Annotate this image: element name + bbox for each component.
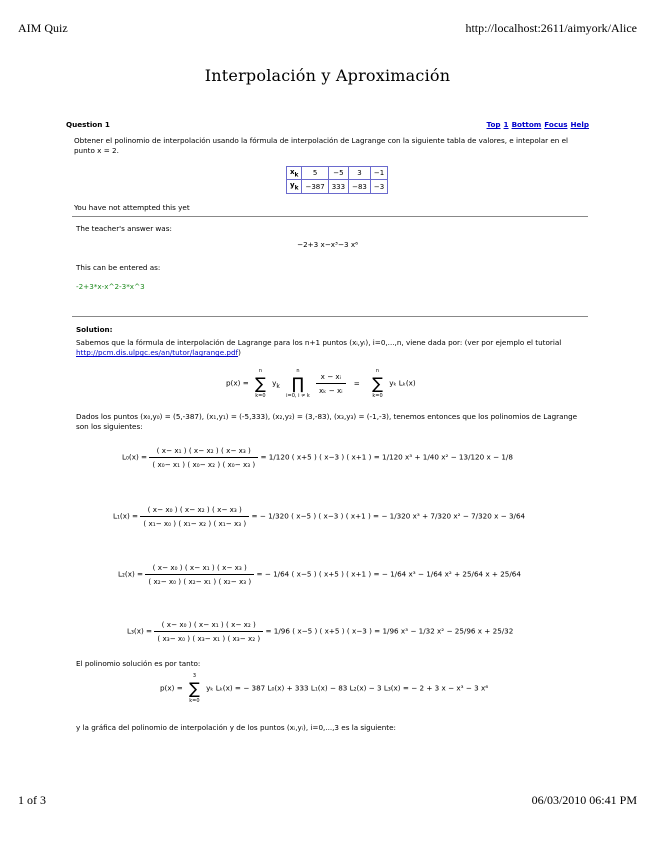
print-timestamp: 06/03/2010 06:41 PM: [531, 793, 637, 807]
attempt-status: You have not attempted this yet: [74, 203, 190, 212]
final-polynomial: p(x) = 3 ∑ k=0 yₖ Lₖ(x) = − 387 L₀(x) + 333 L₁(x) − 83 L₂(x) − 3 L₃(x) = − 2 + 3 x − x³ − 3 x⁶: [160, 673, 489, 704]
divider: [72, 316, 588, 317]
nav-bottom-link[interactable]: Bottom: [511, 120, 542, 129]
values-table: [286, 166, 388, 194]
lagrange-L1: L₁(x) = $\frac{\text{( x− x₀ ) ( x− x₂ ) ( x− x₃ )}}{\text{( x₁− x₀ ) ( x₁− x₂ ) ( x₁− x₃ )}}$ = − 1/320 ( x−5 ) ( x−3 ) ( x+1 ) = − 1/320 x³ + 7/320 x² − 7/320 x − 3/64: [113, 505, 526, 528]
table-cell: −1: [370, 167, 387, 180]
solution-paragraph-2: Dados los puntos (x₀,y₀) = (5,-387), (x₁,y₁) = (-5,333), (x₂,y₂) = (3,-83), (x₃,y₃) = (-1,-3), tenemos entonces que los polinomios de Lagrange son los siguientes:: [76, 412, 578, 431]
teacher-answer-formula: −2+3 x−x³−3 x⁶: [297, 240, 358, 249]
lagrange-L3: L₃(x) = $\frac{\text{( x− x₀ ) ( x− x₁ ) ( x− x₂ )}}{\text{( x₃− x₀ ) ( x₃− x₁ ) ( x₃− x₂ )}}$ = 1/96 ( x−5 ) ( x+5 ) ( x−3 ) = 1/96 x³ − 1/32 x² − 25/96 x + 25/32: [127, 620, 514, 643]
nav-focus-link[interactable]: Focus: [544, 120, 568, 129]
question-nav: [484, 120, 589, 130]
lagrange-L0: L₀(x) = $\frac{\text{( x− x₁ ) ( x− x₂ ) ( x− x₃ )}}{\text{( x₀− x₁ ) ( x₀− x₂ ) ( x₀− x₃ )}}$ = 1/120 ( x+5 ) ( x−3 ) ( x+1 ) = 1/120 x³ + 1/40 x² − 13/120 x − 1/8: [122, 446, 513, 469]
entered-intro: This can be entered as:: [76, 263, 161, 272]
table-cell: 333: [328, 180, 348, 193]
solution-paragraph-1: Sabemos que la fórmula de interpolación de Lagrange para los n+1 puntos (xᵢ,yᵢ), i=0,...,n, viene dada por: (ver por ejemplo el tutorial http://pcm.dis.ulpgc.es/an/tutor/lagrange.pdf): [76, 338, 562, 357]
print-header-url: http://localhost:2611/aimyork/Alice: [465, 21, 637, 35]
solution-label: Solution:: [76, 325, 113, 334]
table-header-y: $y_k$: [287, 180, 302, 193]
solution-paragraph-3: El polinomio solución es por tanto:: [76, 659, 201, 668]
lagrange-L2: L₂(x) = $\frac{\text{( x− x₀ ) ( x− x₁ ) ( x− x₃ )}}{\text{( x₂− x₀ ) ( x₂− x₁ ) ( x₂− x₃ )}}$ = − 1/64 ( x−5 ) ( x+5 ) ( x+1 ) = − 1/64 x³ − 1/64 x² + 25/64 x + 25/64: [118, 563, 521, 586]
table-cell: 5: [302, 167, 328, 180]
table-cell: 3: [349, 167, 371, 180]
table-cell: −3: [370, 180, 387, 193]
table-cell: −5: [328, 167, 348, 180]
table-cell: −83: [349, 180, 371, 193]
tutorial-link[interactable]: http://pcm.dis.ulpgc.es/an/tutor/lagrange.pdf: [76, 348, 239, 357]
page-title: Interpolación y Aproximación: [204, 66, 451, 85]
divider: [72, 216, 588, 217]
table-row-x: [287, 167, 388, 180]
answer-intro: The teacher's answer was:: [76, 224, 172, 233]
nav-1-link[interactable]: 1: [503, 120, 509, 129]
table-cell: −387: [302, 180, 328, 193]
nav-top-link[interactable]: Top: [486, 120, 501, 129]
page-count: 1 of 3: [18, 793, 46, 807]
entered-answer: -2+3*x-x^2-3*x^3: [76, 282, 145, 291]
nav-help-link[interactable]: Help: [570, 120, 589, 129]
print-header-title: AIM Quiz: [18, 21, 68, 35]
table-header-x: $x_k$: [287, 167, 302, 180]
table-row-y: [287, 180, 388, 193]
question-label: Question 1: [66, 120, 110, 129]
lagrange-general-formula: p(x) = n ∑ k=0 $y_k$ n ∏ i=0, i ≠ k $\frac{\text{x − xᵢ}}{\text{xₖ − xᵢ}}$ = n ∑ k=0 yₖ Lₖ(x): [226, 368, 416, 399]
question-text: Obtener el polinomio de interpolación usando la fórmula de interpolación de Lagrange con la siguiente tabla de valores, e intepolar en el punto x = 2.: [74, 136, 569, 155]
solution-paragraph-4: y la gráfica del polinomio de interpolación y de los puntos (xᵢ,yᵢ), i=0,...,3 es la siguiente:: [76, 723, 396, 732]
